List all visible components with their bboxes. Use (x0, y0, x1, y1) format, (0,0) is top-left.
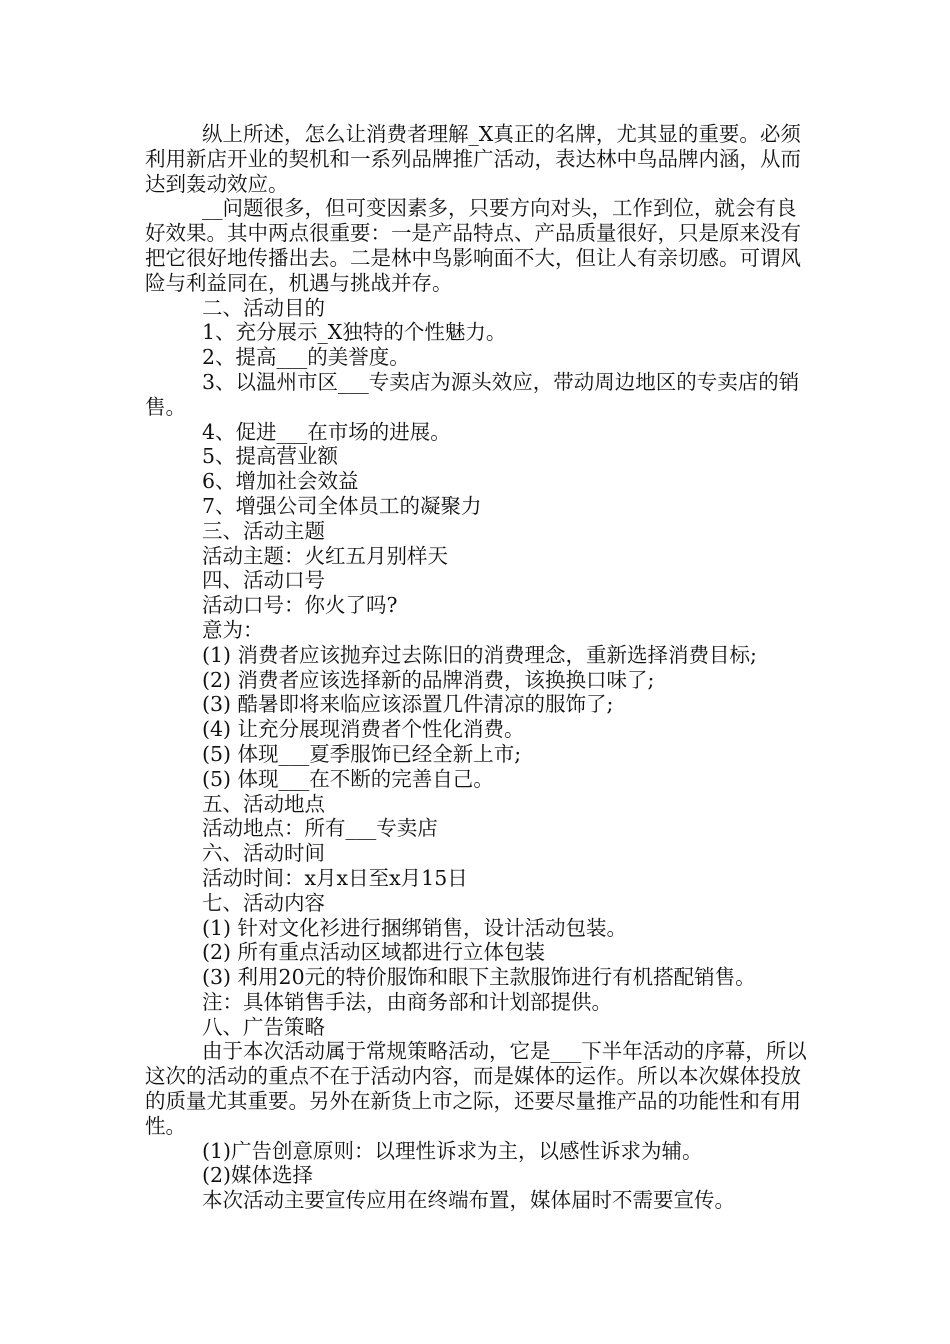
section-heading-content: 七、活动内容 (202, 890, 325, 915)
goal-item: 4、促进___在市场的进展。 (202, 419, 451, 444)
note-text: 注：具体销售手法，由商务部和计划部提供。 (202, 989, 612, 1014)
section-heading-time: 六、活动时间 (202, 841, 325, 866)
goal-item: 7、增强公司全体员工的凝聚力 (202, 493, 482, 518)
meaning-item: (1) 消费者应该抛弃过去陈旧的消费理念，重新选择消费目标; (202, 642, 757, 667)
intro-paragraph: 纵上所述，怎么让消费者理解_X真正的名牌，尤其显的重要。必须利用新店开业的契机和一系列品牌推广活动，表达林中鸟品牌内涵，从而达到轰动效应。 (145, 122, 801, 196)
meaning-item: (5) 体现___夏季服饰已经全新上市; (202, 741, 522, 766)
meaning-item: (2) 消费者应该选择新的品牌消费，该换换口味了; (202, 667, 655, 692)
media-selection-heading: (2)媒体选择 (202, 1163, 314, 1188)
section-heading-goals: 二、活动目的 (202, 295, 325, 320)
time-text: 活动时间：x月x日至x月15日 (202, 865, 468, 890)
slogan-text: 活动口号：你火了吗? (202, 593, 398, 618)
content-item: (2) 所有重点活动区域都进行立体包装 (202, 940, 546, 965)
document-body (145, 122, 810, 1213)
section-heading-location: 五、活动地点 (202, 791, 325, 816)
location-text: 活动地点：所有___专卖店 (202, 816, 438, 841)
content-item: (1) 针对文化衫进行捆绑销售，设计活动包装。 (202, 915, 628, 940)
media-selection-text: 本次活动主要宣传应用在终端布置，媒体届时不需要宣传。 (202, 1188, 735, 1213)
meaning-item: (3) 酷暑即将来临应该添置几件清凉的服饰了; (202, 692, 614, 717)
ad-strategy-paragraph: 由于本次活动属于常规策略活动，它是___下半年活动的序幕，所以这次的活动的重点不在于活动内容，而是媒体的运作。所以本次媒体投放的质量尤其重要。另外在新货上市之际，还要尽量推产品的功能性和有用性。 (145, 1039, 807, 1138)
goal-item: 2、提高___的美誉度。 (202, 345, 410, 370)
ad-principle: (1)广告创意原则：以理性诉求为主，以感性诉求为辅。 (202, 1138, 703, 1163)
meaning-item: (5) 体现___在不断的完善自己。 (202, 766, 494, 791)
goal-item: 1、充分展示_X独特的个性魅力。 (202, 320, 507, 345)
theme-text: 活动主题：火红五月别样天 (202, 543, 448, 568)
problem-paragraph: __问题很多，但可变因素多，只要方向对头，工作到位，就会有良好效果。其中两点很重要：一是产品特点、产品质量很好，只是原来没有把它很好地传播出去。二是林中鸟影响面不大，但让人有亲切感。可谓风险与利益同在，机遇与挑战并存。 (145, 196, 801, 295)
content-item: (3) 利用20元的特价服饰和眼下主款服饰进行有机搭配销售。 (202, 965, 756, 990)
goal-item: 3、以温州市区___专卖店为源头效应，带动周边地区的专卖店的销售。 (145, 369, 800, 419)
goal-item: 6、增加社会效益 (202, 469, 359, 494)
section-heading-theme: 三、活动主题 (202, 518, 325, 543)
section-heading-ad-strategy: 八、广告策略 (202, 1014, 325, 1039)
section-heading-slogan: 四、活动口号 (202, 568, 325, 593)
meaning-label: 意为： (202, 617, 264, 642)
goal-item: 5、提高营业额 (202, 444, 339, 469)
meaning-item: (4) 让充分展现消费者个性化消费。 (202, 717, 525, 742)
